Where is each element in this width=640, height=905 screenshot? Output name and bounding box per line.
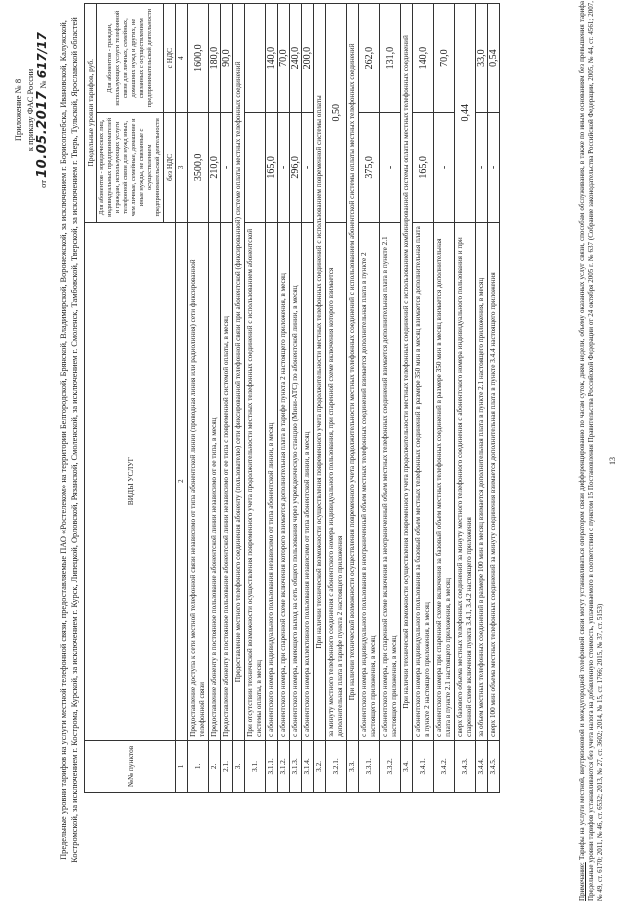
price-citizen: 240,0 — [290, 4, 302, 113]
row-number: 3.2. — [314, 740, 326, 792]
page-number: 13 — [608, 457, 617, 465]
header-service: ВИДЫ УСЛУГ — [85, 222, 176, 740]
price-both: 0,44 — [455, 4, 476, 223]
service-description: Предоставление абоненту в постоянное пользование абонентской линии независимо от ее типа с повременной системой оплаты, в месяц — [221, 222, 233, 740]
price-citizen: 0,54 — [488, 4, 500, 113]
table-row — [347, 4, 359, 793]
table-row — [401, 4, 413, 793]
section-title: При наличии технической возможности осуществления повременного учета продолжительности местных телефонных соединений с использованием комбинированной системы оплаты местных телефонных соединений — [401, 4, 413, 741]
header-p1-note: без НДС — [164, 113, 176, 222]
price-legal: 375,0 — [359, 113, 380, 222]
service-description: с абонентского номера индивидуального пользования в неограниченный объем местных телефонных соединений взимается дополнительная плата в пункте 2 настоящего приложения, в месяц — [359, 222, 380, 740]
notes-text: Тарифы на услуги местной, внутризоновой и междугородной телефонной связи могут устанавливаться оператором связи дифференцированно по часам суток, дням недели, объему оказанных услуг связи, способам обслуживания, в также по иным основаниям без превышения тарифа Предельные уровни тарифов устанавливаются без учета налога на добавленную стоимость, уплачиваемого в соответствии с пунктом 15 Постановления Правительства Российской Федерации от 24 октября 2005 г. № 637 (Собрание законодательства Российской Федерации, 2005, № 44, ст. 4561; 2007, № 49, ст. 6170; 2011, № 46, ст. 6532; 2013, № 27, ст. 3602; 2014, № 15, ст. 1766; 2015, № 37, ст. 5153) — [578, 0, 604, 901]
header-price-group: Предельные уровни тарифов, руб. — [85, 4, 97, 223]
appendix-block — [12, 15, 49, 205]
service-description: Предоставление абоненту в постоянное пользование абонентской линии независимо от ее типа, в месяц — [209, 222, 221, 740]
row-number: 1. — [188, 740, 209, 792]
price-citizen: 90,0 — [221, 4, 233, 113]
section-title: При наличии технической возможности осуществления повременного учета продолжительности местных телефонных соединений с использованием абонентской системы оплаты местных телефонных соединений — [347, 4, 359, 741]
header-num: №№ пунктов — [85, 740, 176, 792]
section-title: Предоставление местного телефонного соединения абоненту (пользователю) сети фиксированной телефонной связи при абонентской (фиксированной) системе оплаты местных телефонных соединений — [233, 4, 245, 741]
table-row — [290, 4, 302, 793]
table-row — [434, 4, 455, 793]
row-number: 3. — [233, 740, 245, 792]
row-number: 3.4.1. — [413, 740, 434, 792]
row-number: 3.1. — [245, 740, 266, 792]
price-citizen: 1600,0 — [188, 4, 209, 113]
service-description: за минуту местного телефонного соединения с абонентского номера индивидуального пользования, при спаренной схеме включения которого взимается дополнительная плата в тарифе пункта 2 настоящего приложения — [326, 222, 347, 740]
table-row — [326, 4, 347, 793]
service-description: с абонентского номера, имеющего выход на сеть общего пользования через учрежденческую станцию (Мини-АТС) по абонентской линии, в месяц — [290, 222, 302, 740]
column-numbers-row — [176, 4, 188, 793]
row-number: 3.2.1. — [326, 740, 347, 792]
table-row — [488, 4, 500, 793]
table-row — [278, 4, 290, 793]
row-number: 3.4.4. — [476, 740, 488, 792]
price-legal: - — [221, 113, 233, 222]
price-citizen: 70,0 — [434, 4, 455, 113]
price-legal: - — [476, 113, 488, 222]
price-citizen: 33,0 — [476, 4, 488, 113]
service-description: с абонентского номера индивидуального пользования за базовый объем местных телефонных соединений в размере 350 мин в месяц взимается дополнительная плата в пункте 2 настоящего приложения, в месяц — [413, 222, 434, 740]
service-description: с абонентского номера при спаренной схеме включения за базовый объем местных телефонных соединений в размере 350 мин в месяц взимается дополнительная плата в пункте 2.1 настоящего приложения, в месяц — [434, 222, 455, 740]
number-value: 617/17 — [35, 32, 49, 79]
row-number: 3.4. — [401, 740, 413, 792]
row-number: 3.1.2. — [278, 740, 290, 792]
row-number: 3.1.3. — [290, 740, 302, 792]
price-citizen: 140,0 — [413, 4, 434, 113]
colnum-1: 1 — [176, 740, 188, 792]
table-row — [302, 4, 314, 793]
table-row — [380, 4, 401, 793]
row-number: 3.1.4. — [302, 740, 314, 792]
tariff-table — [84, 3, 500, 793]
appendix-line2: к приказу ФАС России — [25, 68, 35, 152]
colnum-3: 3 — [176, 113, 188, 222]
table-row — [314, 4, 326, 793]
number-prefix: № — [38, 80, 48, 89]
colnum-4: 4 — [176, 4, 188, 113]
service-description: за объем местных телефонных соединений в размере 100 мин в месяц взимается дополнительная плата в пункте 2.1 настоящего приложения, в месяц — [476, 222, 488, 740]
service-description: Предоставление доступа к сети местной телефонной связи независимо от типа абонентской линии (проводная линия или радиолиния) сети фиксированной телефонной связи — [188, 222, 209, 740]
price-legal: - — [380, 113, 401, 222]
price-legal: - — [434, 113, 455, 222]
table-row — [476, 4, 488, 793]
table-row — [221, 4, 233, 793]
service-description: сверх базового объема местных телефонных соединений за минуту местного телефонного соединения с абонентского номера индивидуального пользования и при спаренной схеме включения пункта 3.4.1, 3.4.2 настоящего приложения — [455, 222, 476, 740]
price-citizen: 262,0 — [359, 4, 380, 113]
table-row — [209, 4, 221, 793]
notes-block — [578, 1, 605, 901]
date-prefix: от — [38, 180, 48, 188]
row-number: 3.3.1. — [359, 740, 380, 792]
table-row — [359, 4, 380, 793]
table-row — [413, 4, 434, 793]
price-citizen — [245, 4, 266, 113]
table-row — [455, 4, 476, 793]
date-value: 10.05.2017 — [35, 90, 50, 178]
service-description: с абонентского номера, при спаренной схеме включения которого взимается дополнительная плата в тарифе пункта 2 настоящего приложения, в месяц — [278, 222, 290, 740]
price-citizen: 200,0 — [302, 4, 314, 113]
price-legal: 165,0 — [266, 113, 278, 222]
price-citizen: 70,0 — [278, 4, 290, 113]
row-number: 3.4.2. — [434, 740, 455, 792]
document-title: Предельные уровни тарифов на услуги местной телефонной связи, предоставляемые ПАО «Ростелеком» на территории Белгородской, Брянской, Владимирской, Воронежской, за исключением г. Борисоглебска, Ивановской, Калужской, Костромской, за исключением г. Кострома, Курской, за исключением г. Курск, Липецкой, Орловской, Рязанской, Смоленской, за исключением г. Смоленск, Тамбовской, Тверской, за исключением г. Тверь, Тульской, Ярославской областей — [59, 17, 79, 863]
header-p2-note: с НДС — [164, 4, 176, 113]
service-description: сверх 100 мин объема местных телефонных соединений за минуту соединения взимается дополнительная плата в пункте 3.4.4 настоящего приложения — [488, 222, 500, 740]
price-legal: 210,0 — [209, 113, 221, 222]
table-row — [233, 4, 245, 793]
price-legal: - — [278, 113, 290, 222]
service-description: с абонентского номера индивидуального пользования независимо от типа абонентской линии, в месяц — [266, 222, 278, 740]
price-citizen: 131,0 — [380, 4, 401, 113]
appendix-date-line — [36, 15, 49, 205]
service-description: При отсутствии технической возможности осуществления повременного учета продолжительности местных телефонных соединений с использованием абонентской системы оплаты, в месяц — [245, 222, 266, 740]
price-legal: 3500,0 — [188, 113, 209, 222]
row-number: 2.1. — [221, 740, 233, 792]
section-title: При наличии технической возможности осуществления повременного учета продолжительности местных телефонных соединений с использованием повременной системы оплаты — [314, 4, 326, 741]
service-description: с абонентского номера коллективного пользования независимо от типа абонентской линии, в месяц — [302, 222, 314, 740]
price-citizen: 180,0 — [209, 4, 221, 113]
price-legal: 165,0 — [413, 113, 434, 222]
notes-label: Примечание: — [578, 862, 586, 901]
row-number: 3.4.5. — [488, 740, 500, 792]
table-body — [188, 4, 500, 793]
table-row — [188, 4, 209, 793]
header-p1: Для абонентов - юридических лиц, индивидуальных предпринимателей и граждан, использующих услуги телефонной связи для нужд иных, чем личные, семейные, домашние и иные нужды, не связанные с осуществлением предпринимательской деятельности — [97, 113, 164, 222]
row-number: 2. — [209, 740, 221, 792]
row-number: 3.4.3. — [455, 740, 476, 792]
price-both: 0,50 — [326, 4, 347, 223]
appendix-line1: Приложение № 8 — [13, 78, 23, 142]
colnum-2: 2 — [176, 222, 188, 740]
price-legal: - — [302, 113, 314, 222]
row-number: 3.3.2. — [380, 740, 401, 792]
price-legal — [245, 113, 266, 222]
table-row — [245, 4, 266, 793]
price-legal: 296,0 — [290, 113, 302, 222]
service-description: с абонентского номера, при спаренной схеме включения за неограниченный объем местных телефонных соединений взимается дополнительная плата в пункте 2.1 настоящего приложения, в месяц — [380, 222, 401, 740]
row-number: 3.3. — [347, 740, 359, 792]
price-legal: - — [488, 113, 500, 222]
table-row — [266, 4, 278, 793]
header-p2: Для абонентов - граждан, использующих услуги телефонной связи для личных, семейных, домашних нужд и других, не связанных с осуществлением предпринимательской деятельности — [97, 4, 164, 113]
header-row-1 — [85, 4, 97, 793]
row-number: 3.1.1. — [266, 740, 278, 792]
price-citizen: 140,0 — [266, 4, 278, 113]
